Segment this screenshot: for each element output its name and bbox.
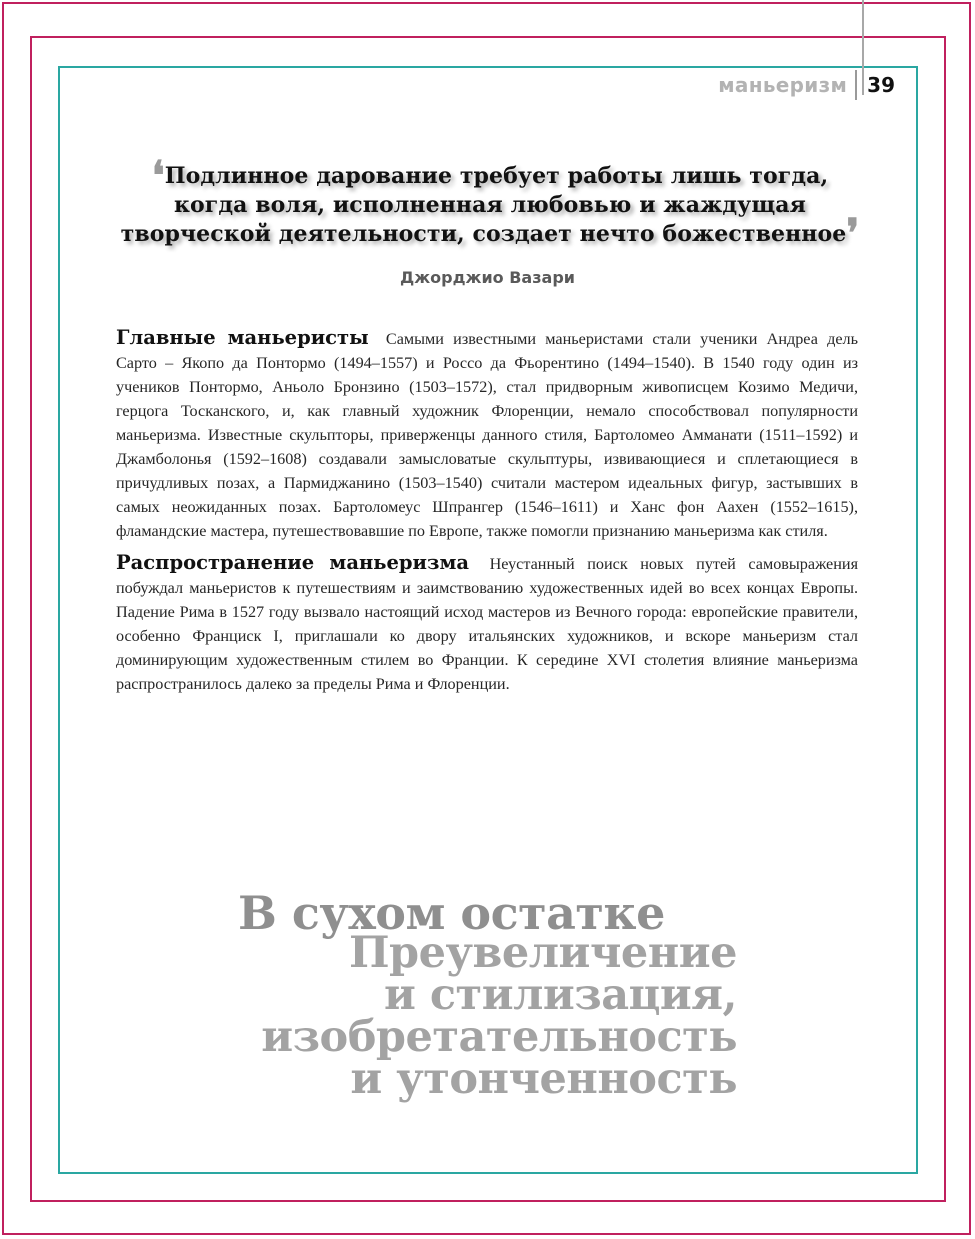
section-name: маньеризм — [718, 73, 848, 97]
summary-title: В сухом остатке — [238, 886, 665, 940]
paragraph-text: Неустанный поиск новых путей самовыражения побуждал маньеристов к путешествиям и заимствованию художественных идей во всех концах Европы. Падение Рима в 1527 году вызвало настоящий исход мастеров из Вечного города: европейские правители, особенно Франциск I, приглашали ко двору итальянских художников, и вскоре маньеризм стал доминирующим художественным стилем во Франции. К середине XVI столетия влияние маньеризма распространилось далеко за пределы Рима и Флоренции. — [116, 555, 859, 693]
summary-line: изобретательность — [261, 1012, 737, 1062]
quote-author: Джорджио Вазари — [400, 268, 575, 287]
summary-lines — [261, 928, 737, 1104]
quote-line: творческой деятельности, создает нечто божественное — [120, 221, 847, 247]
page-number: 39 — [855, 70, 895, 100]
paragraph-main-mannerists — [116, 326, 858, 543]
close-quote-icon: ❜ — [846, 210, 860, 257]
running-header — [718, 70, 895, 100]
paragraph-text: Самыми известными маньеристами стали ученики Андреа дель Сарто – Якопо да Понтормо (1494–1557) и Россо да Фьорентино (1494–1540). В 1540 году один из учеников Понтормо, Аньоло Бронзино (1503–1572), стал придворным живописцем Козимо Медичи, герцога Тосканского, и, как главный художник Флоренции, немало способствовал популярности маньеризма. Известные скульпторы, приверженцы данного стиля, Бартоломео Амманати (1511–1592) и Джамболонья (1592–1608) создавали замысловатые скульптуры, извивающиеся и сплетающиеся в причудливых позах, а Пармиджанино (1503–1540) считали мастером идеальных фигур, застывших в самых неожиданных позах. Бартоломеус Шпрангер (1546–1611) и Ханс фон Аахен (1552–1615), фламандские мастера, путешествовавшие по Европе, также помогли признанию маньеризма как стиля. — [116, 330, 858, 540]
article-body — [116, 326, 858, 704]
quote-text — [90, 152, 890, 257]
pull-quote — [90, 152, 890, 257]
quote-line: Подлинное дарование требует работы лишь тогда, — [164, 163, 829, 189]
section-title: Распространение маньеризма — [116, 551, 470, 574]
summary-line: Преувеличение — [348, 928, 737, 978]
open-quote-icon: ❛ — [151, 152, 165, 199]
summary-line: и стилизация, — [384, 970, 737, 1020]
section-title: Главные маньеристы — [116, 326, 369, 349]
summary-line: и утонченность — [350, 1054, 737, 1104]
paragraph-spread-of-mannerism — [116, 551, 858, 696]
quote-line: когда воля, исполненная любовью и жаждущая — [174, 192, 806, 218]
